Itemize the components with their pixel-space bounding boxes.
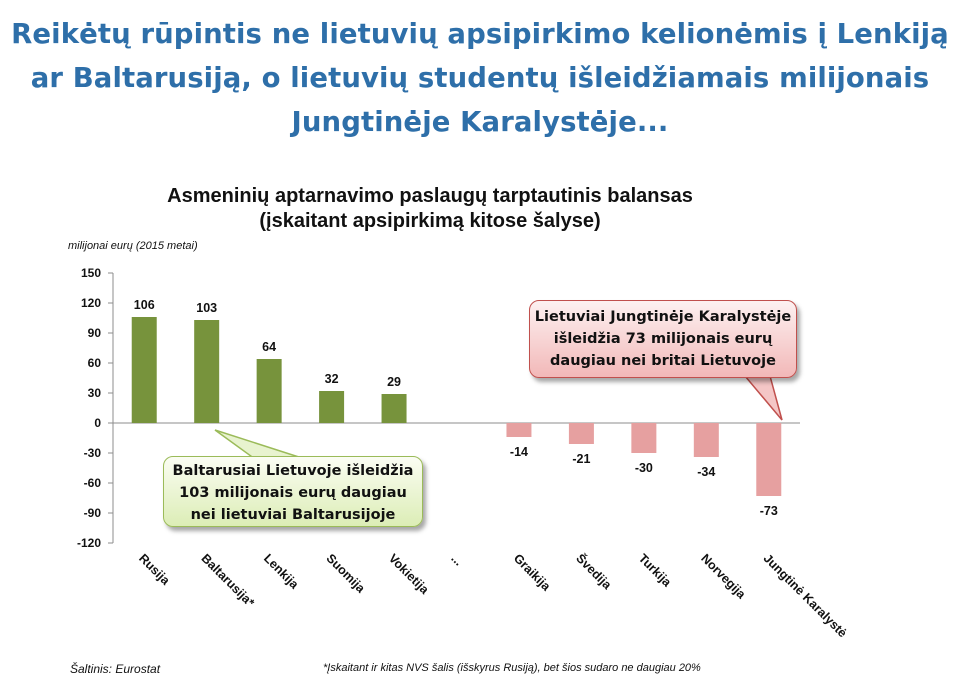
- y-tick-label-8: -90: [83, 506, 101, 520]
- headline-line-3: Jungtinėje Karalystėje...: [291, 106, 669, 138]
- source-note: Šaltinis: Eurostat: [70, 662, 161, 676]
- data-label-3: 32: [324, 372, 339, 386]
- x-tick-label-5: ...: [448, 551, 466, 569]
- headline-line-2: ar Baltarusiją, o lietuvių studentų išleidžiamais milijonais: [30, 62, 930, 94]
- x-tick-label-7: Švedija: [573, 551, 615, 593]
- bar-0: [132, 317, 157, 423]
- y-tick-label-0: 150: [80, 266, 101, 280]
- bar-4: [382, 394, 407, 423]
- data-label-9: -34: [697, 465, 716, 479]
- data-label-0: 106: [133, 298, 155, 312]
- bar-3: [319, 391, 344, 423]
- callout-belarus: [163, 456, 423, 527]
- x-tick-label-1: Baltarusija*: [198, 551, 258, 610]
- y-tick-label-2: 90: [87, 326, 101, 340]
- x-tick-label-4: Vokietija: [385, 551, 432, 597]
- y-tick-label-4: 30: [87, 386, 101, 400]
- y-tick-label-6: -30: [83, 446, 101, 460]
- data-label-2: 64: [262, 340, 277, 354]
- data-label-8: -30: [634, 461, 653, 475]
- callout-uk: [529, 300, 797, 378]
- x-tick-label-3: Suomija: [323, 551, 368, 596]
- data-label-1: 103: [196, 301, 218, 315]
- x-tick-label-0: Rusija: [136, 551, 173, 588]
- bar-9: [694, 423, 719, 457]
- x-tick-label-8: Turkija: [635, 551, 674, 590]
- bar-10: [756, 423, 781, 496]
- callout-belarus-line-2: 103 milijonais eurų daugiau: [179, 485, 407, 501]
- callout-uk-line-1: Lietuviai Jungtinėje Karalystėje: [534, 309, 792, 325]
- x-tick-label-9: Norvegija: [698, 551, 749, 602]
- y-tick-label-3: 60: [87, 356, 101, 370]
- callout-uk-line-2: išleidžia 73 milijonais eurų: [553, 331, 773, 347]
- callout-belarus-line-1: Baltarusiai Lietuvoje išleidžia: [172, 463, 414, 479]
- bar-2: [257, 359, 282, 423]
- chart-title-line-2: (įskaitant apsipirkimą kitose šalyse): [259, 210, 601, 232]
- headline-line-1: Reikėtų rūpintis ne lietuvių apsipirkimo kelionėmis į Lenkiją: [11, 18, 949, 50]
- chart-title-line-1: Asmeninių aptarnavimo paslaugų tarptautinis balansas: [167, 185, 693, 207]
- data-label-6: -14: [509, 445, 528, 459]
- footnote: *Įskaitant ir kitas NVS šalis (išskyrus Rusiją), bet šios sudaro ne daugiau 20%: [323, 662, 701, 674]
- bar-6: [506, 423, 531, 437]
- x-tick-label-2: Lenkija: [261, 551, 302, 592]
- y-tick-label-7: -60: [83, 476, 101, 490]
- y-axis-unit-label: milijonai eurų (2015 metai): [68, 240, 198, 252]
- y-tick-label-9: -120: [76, 536, 101, 550]
- y-tick-label-5: 0: [94, 416, 101, 430]
- bar-1: [194, 320, 219, 423]
- y-tick-label-1: 120: [80, 296, 101, 310]
- data-label-10: -73: [759, 504, 778, 518]
- callout-uk-line-3: daugiau nei britai Lietuvoje: [550, 353, 776, 369]
- data-label-4: 29: [387, 375, 401, 389]
- bar-8: [631, 423, 656, 453]
- callout-green-pointer: [215, 430, 305, 459]
- callout-red-pointer: [745, 376, 782, 420]
- data-label-7: -21: [572, 452, 591, 466]
- callout-belarus-line-3: nei lietuviai Baltarusijoje: [190, 507, 396, 523]
- x-tick-label-10: Jungtinė Karalystė: [760, 551, 850, 641]
- x-tick-label-6: Graikija: [510, 551, 554, 594]
- bar-7: [569, 423, 594, 444]
